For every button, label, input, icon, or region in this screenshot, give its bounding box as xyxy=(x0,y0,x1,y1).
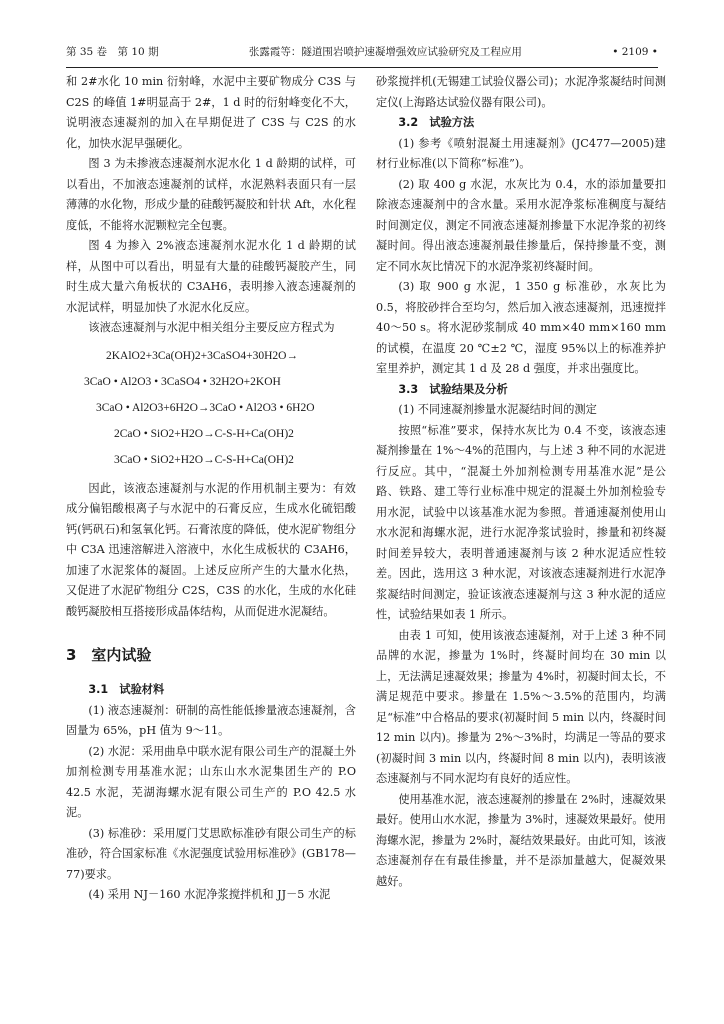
subsection-heading: 3.2 试验方法 xyxy=(398,116,475,129)
paragraph: 该液态速凝剂与水泥中相关组分主要反应方程式为 xyxy=(88,321,335,334)
paragraph: (1) 不同速凝剂掺量水泥凝结时间的测定 xyxy=(398,403,597,416)
running-header xyxy=(66,44,658,68)
section-heading: 3 室内试验 xyxy=(66,646,152,664)
subsection-heading: 3.1 试验材料 xyxy=(88,683,165,696)
left-column xyxy=(66,72,356,906)
equation-block xyxy=(66,343,356,473)
equation-1-continued: 3CaO • Al2O3 • 3CaSO4 • 32H2O+2KOH xyxy=(84,375,281,388)
equation-1: 2KAlO2+3Ca(OH)2+3CaSO4+30H2O→ xyxy=(106,349,298,362)
paragraph: (1) 参考《喷射混凝土用速凝剂》(JC477—2005)建材行业标准(以下简称“标准”)。 xyxy=(376,136,666,170)
equation-2: 3CaO • Al2O3+6H2O→3CaO • Al2O3 • 6H2O xyxy=(96,401,315,414)
paragraph: 按照“标准”要求，保持水灰比为 0.4 不变，该液态速凝剂掺量在 1%～4%的范围内，与上述 3 种不同的水泥进行反应。其中，“混凝土外加剂检测专用基准水泥”是公路、铁路、建工等行业标准中规定的混凝土外加剂检验专用水泥，试验中以该基准水泥为参照。普通速凝剂使用山水水泥和海螺水泥，进行水泥净浆试验时，掺量和初终凝时间差异较大，表明普通速凝剂与该 2 种水泥适应性较差。因此，选用这 3 种水泥，对该液态速凝剂进行水泥净浆凝结时间测定，验证该液态速凝剂与这 3 种水泥的适应性，试验结果如表 1 所示。 xyxy=(376,423,666,621)
paragraph: 因此，该液态速凝剂与水泥的作用机制主要为：有效成分偏铝酸根离子与水泥中的石膏反应，生成水化硫铝酸钙(钙矾石)和氢氧化钙。石膏浓度的降低，使水泥矿物组分中 C3A 迅速溶解进入溶液中，水化生成板状的 C3AH6，加速了水泥浆体的凝固。上述反应所产生的大量水化热，又促进了水泥矿物组分 C2S，C3S 的水化，生成的水化硅酸钙凝胶相互搭接形成晶体结构，从而促进水泥凝结。 xyxy=(66,481,356,618)
paragraph: 砂浆搅拌机(无锡建工试验仪器公司)；水泥净浆凝结时间测定仪(上海路达试验仪器有限公司)。 xyxy=(376,75,666,109)
paragraph: (2) 水泥：采用曲阜中联水泥有限公司生产的混凝土外加剂检测专用基准水泥；山东山水水泥集团生产的 P.O 42.5 水泥，芜湖海螺水泥有限公司生产的 P.O 42.5 水泥。 xyxy=(66,744,356,819)
subsection-heading: 3.3 试验结果及分析 xyxy=(398,382,508,396)
paragraph: 图 4 为掺入 2%液态速凝剂水泥水化 1 d 龄期的试样，从图中可以看出，明显有大量的硅酸钙凝胶产生，同时生成大量六角板状的 C3AH6，表明掺入液态速凝剂的水泥试样，明显加快了水泥水化反应。 xyxy=(66,239,356,314)
paragraph: 使用基准水泥，液态速凝剂的掺量在 2%时，速凝效果最好。使用山水水泥，掺量为 3%时，速凝效果最好。使用海螺水泥，掺量为 2%时，凝结效果最好。由此可知，该液态速凝剂存在有最佳掺量，并不是添加量越大，促凝效果越好。 xyxy=(376,792,666,888)
running-title: 张露霞等：隧道围岩喷护速凝增强效应试验研究及工程应用 xyxy=(248,46,522,58)
paragraph: 和 2#水化 10 min 衍射峰，水泥中主要矿物成分 C3S 与 C2S 的峰值 1#明显高于 2#，1 d 时的衍射峰变化不大，说明液态速凝剂的加入在早期促进了 C3S 与 C2S 的水化，加快水泥早强硬化。 xyxy=(66,75,356,150)
paragraph: 图 3 为未掺液态速凝剂水泥水化 1 d 龄期的试样，可以看出，不加液态速凝剂的试样，水泥熟料表面只有一层薄薄的水化物，形成少量的硅酸钙凝胶和针状 Aft，水化程度低，不能将水泥颗粒完全包裹。 xyxy=(66,157,356,232)
right-column xyxy=(376,72,666,892)
paragraph: (2) 取 400 g 水泥，水灰比为 0.4，水的添加量要扣除液态速凝剂中的含水量。采用水泥净浆标准稠度与凝结时间测定仪，测定不同液态速凝剂掺量下水泥净浆的初终凝时间。得出液态速凝剂最佳掺量后，保持掺量不变，测定不同水灰比情况下的水泥净浆初终凝时间。 xyxy=(376,177,666,273)
paragraph: (3) 取 900 g 水泥，1 350 g 标准砂，水灰比为 0.5，将胶砂拌合至均匀，然后加入液态速凝剂，迅速搅拌 40～50 s。将水泥砂浆制成 40 mm×40 mm×160 mm 的试模，在温度 20 ℃±2 ℃，湿度 95%以上的标准养护室里养护，测定其 1 d 及 28 d 强度，并求出强度比。 xyxy=(376,280,666,375)
paragraph: (3) 标准砂：采用厦门艾思欧标准砂有限公司生产的标准砂，符合国家标准《水泥强度试验用标准砂》(GB178—77)要求。 xyxy=(66,826,356,881)
equation-4: 3CaO • SiO2+H2O→C-S-H+Ca(OH)2 xyxy=(114,453,294,466)
page-number: • 2109 • xyxy=(612,46,658,58)
paragraph: 由表 1 可知，使用该液态速凝剂，对于上述 3 种不同品牌的水泥，掺量为 1%时，终凝时间均在 30 min 以上，无法满足速凝效果；掺量为 4%时，初凝时间太长，不满足规范中要求。掺量在 1.5%～3.5%的范围内，均满足“标准”中合格品的要求(初凝时间 5 min 以内，终凝时间 12 min 以内)。掺量为 2%～3%时，均满足一等品的要求(初凝时间 3 min 以内，终凝时间 8 min 以内)，表明该液态速凝剂与不同水泥均有良好的适应性。 xyxy=(376,628,666,785)
equation-3: 2CaO • SiO2+H2O→C-S-H+Ca(OH)2 xyxy=(114,427,294,440)
paragraph: (1) 液态速凝剂：研制的高性能低掺量液态速凝剂，含固量为 65%，pH 值为 9～11。 xyxy=(66,703,356,737)
paragraph: (4) 采用 NJ－160 水泥净浆搅拌机和 JJ－5 水泥 xyxy=(88,888,331,901)
journal-volume: 第 35 卷 第 10 期 xyxy=(66,46,159,58)
